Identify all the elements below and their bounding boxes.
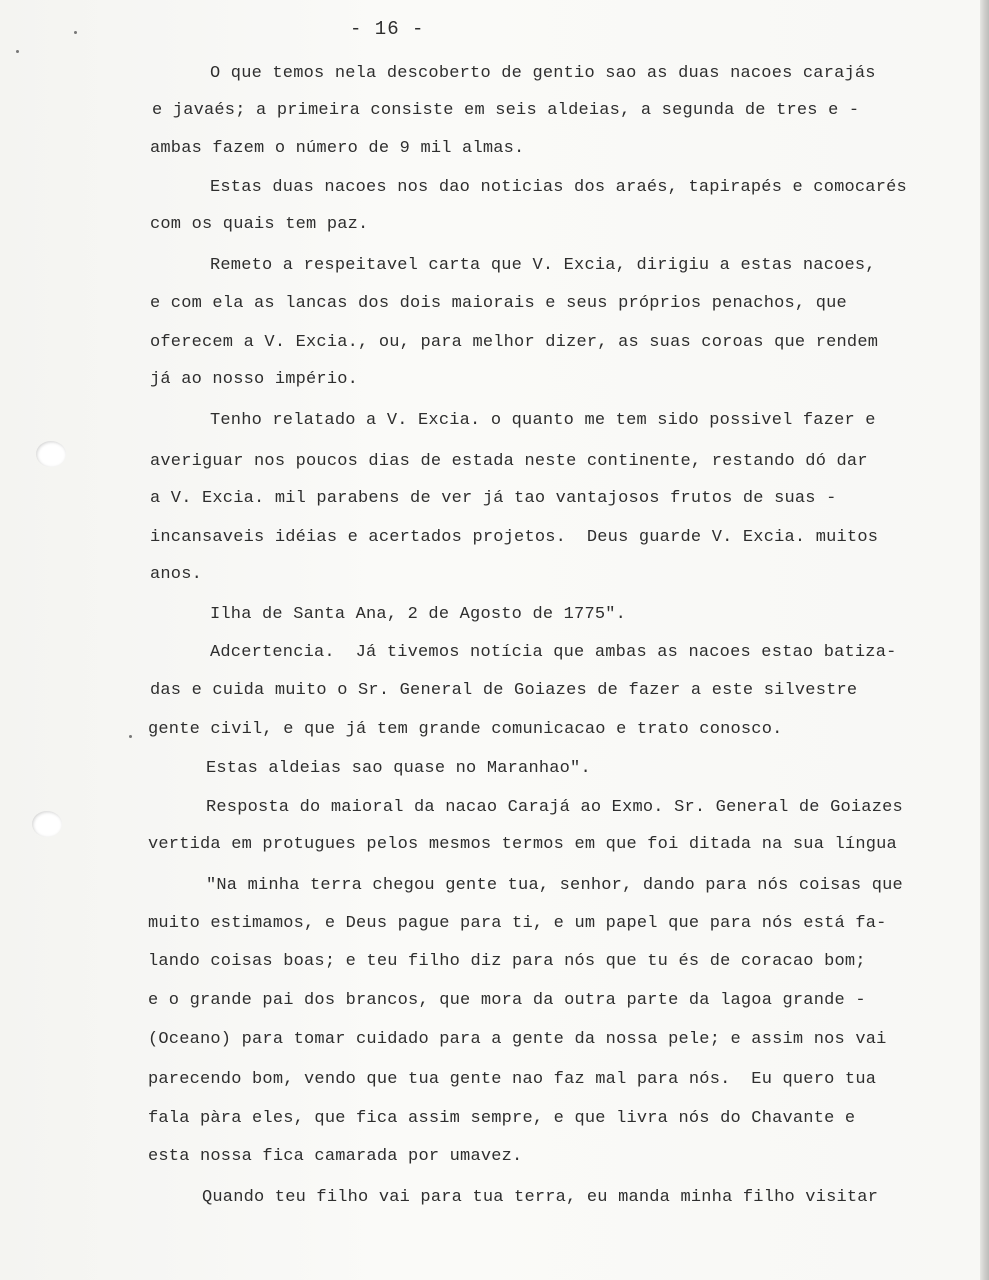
punch-hole bbox=[32, 811, 62, 837]
text-line: já ao nosso império. bbox=[150, 370, 359, 389]
ink-speck bbox=[129, 735, 132, 738]
text-line: Estas aldeias sao quase no Maranhao". bbox=[206, 759, 591, 778]
text-line: (Oceano) para tomar cuidado para a gente da nossa pele; e assim nos vai bbox=[148, 1030, 887, 1049]
text-line: gente civil, e que já tem grande comunicacao e trato conosco. bbox=[148, 720, 783, 739]
text-line: fala pàra eles, que fica assim sempre, e que livra nós do Chavante e bbox=[148, 1109, 856, 1128]
ink-speck bbox=[74, 31, 77, 34]
text-line: a V. Excia. mil parabens de ver já tao vantajosos frutos de suas - bbox=[150, 489, 837, 508]
text-line: das e cuida muito o Sr. General de Goiazes de fazer a este silvestre bbox=[150, 681, 858, 700]
text-line: O que temos nela descoberto de gentio sao as duas nacoes carajás bbox=[210, 64, 876, 83]
punch-hole bbox=[36, 441, 66, 467]
text-line: Resposta do maioral da nacao Carajá ao Exmo. Sr. General de Goiazes bbox=[206, 798, 903, 817]
text-line: Adcertencia. Já tivemos notícia que ambas as nacoes estao batiza- bbox=[210, 643, 897, 662]
ink-speck bbox=[16, 50, 19, 53]
text-line: muito estimamos, e Deus pague para ti, e um papel que para nós está fa- bbox=[148, 914, 887, 933]
text-line: Estas duas nacoes nos dao noticias dos araés, tapirapés e comocarés bbox=[210, 178, 907, 197]
text-line: e o grande pai dos brancos, que mora da outra parte da lagoa grande - bbox=[148, 991, 866, 1010]
page-edge-shadow bbox=[980, 0, 989, 1280]
text-line: parecendo bom, vendo que tua gente nao faz mal para nós. Eu quero tua bbox=[148, 1070, 877, 1089]
text-line: Tenho relatado a V. Excia. o quanto me tem sido possivel fazer e bbox=[210, 411, 876, 430]
text-line: oferecem a V. Excia., ou, para melhor dizer, as suas coroas que rendem bbox=[150, 333, 879, 352]
text-line: ambas fazem o número de 9 mil almas. bbox=[150, 139, 525, 158]
text-line: averiguar nos poucos dias de estada neste continente, restando dó dar bbox=[150, 452, 868, 471]
text-line: Remeto a respeitavel carta que V. Excia, dirigiu a estas nacoes, bbox=[210, 256, 876, 275]
text-line: esta nossa fica camarada por umavez. bbox=[148, 1147, 523, 1166]
text-line: lando coisas boas; e teu filho diz para nós que tu és de coracao bom; bbox=[148, 952, 866, 971]
text-line: vertida em protugues pelos mesmos termos em que foi ditada na sua língua bbox=[148, 835, 897, 854]
text-line: anos. bbox=[150, 565, 203, 584]
text-line: e javaés; a primeira consiste em seis aldeias, a segunda de tres e - bbox=[152, 101, 860, 120]
page-number: - 16 - bbox=[350, 18, 425, 40]
text-line: Quando teu filho vai para tua terra, eu manda minha filho visitar bbox=[202, 1188, 879, 1207]
text-line: Ilha de Santa Ana, 2 de Agosto de 1775". bbox=[210, 605, 627, 624]
text-line: "Na minha terra chegou gente tua, senhor, dando para nós coisas que bbox=[206, 876, 903, 895]
text-line: incansaveis idéias e acertados projetos. Deus guarde V. Excia. muitos bbox=[150, 528, 879, 547]
text-line: e com ela as lancas dos dois maiorais e seus próprios penachos, que bbox=[150, 294, 847, 313]
text-line: com os quais tem paz. bbox=[150, 215, 369, 234]
